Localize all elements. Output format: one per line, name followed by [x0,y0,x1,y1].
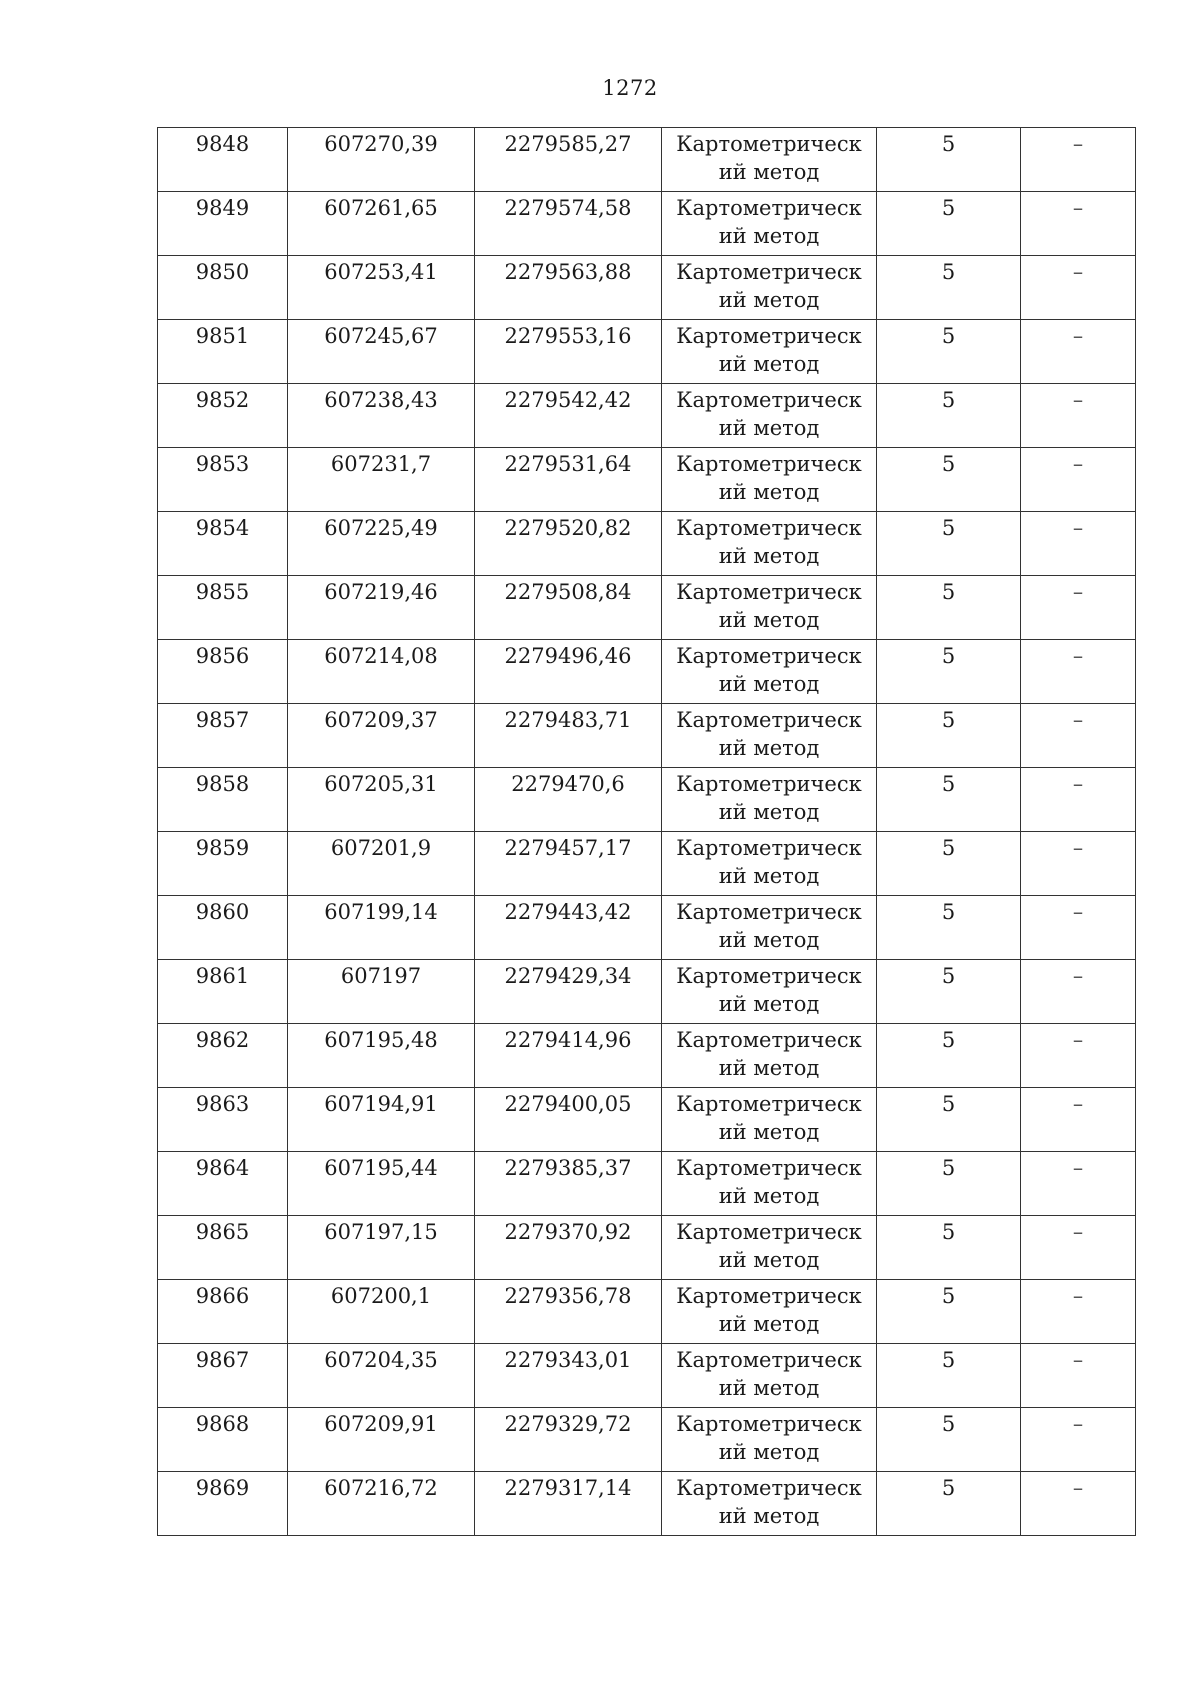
x-coordinate-cell-text: 607245,67 [324,324,438,348]
method-cell-text: Картометрический метод [676,644,862,696]
x-coordinate-cell [288,960,475,1024]
note-cell-text: – [1072,388,1084,412]
point-number-cell [158,576,288,640]
x-coordinate-cell-text: 607270,39 [324,132,438,156]
point-number-cell [158,1152,288,1216]
point-number-cell-text: 9852 [195,388,250,412]
y-coordinate-cell-text: 2279457,17 [504,836,632,860]
table-row [158,384,1136,448]
x-coordinate-cell [288,1472,475,1536]
note-cell-text: – [1072,1156,1084,1180]
y-coordinate-cell-text: 2279496,46 [504,644,632,668]
y-coordinate-cell [475,1280,662,1344]
method-cell [662,576,877,640]
y-coordinate-cell [475,768,662,832]
y-coordinate-cell-text: 2279343,01 [504,1348,632,1372]
point-number-cell-text: 9855 [195,580,250,604]
x-coordinate-cell-text: 607231,7 [330,452,432,476]
accuracy-cell-text: 5 [941,1220,956,1244]
y-coordinate-cell-text: 2279585,27 [504,132,632,156]
note-cell [1021,320,1136,384]
y-coordinate-cell-text: 2279508,84 [504,580,632,604]
accuracy-cell [877,832,1021,896]
x-coordinate-cell [288,1280,475,1344]
note-cell-text: – [1072,1220,1084,1244]
x-coordinate-cell [288,576,475,640]
x-coordinate-cell [288,640,475,704]
x-coordinate-cell [288,512,475,576]
table-row [158,576,1136,640]
method-cell [662,768,877,832]
accuracy-cell-text: 5 [941,900,956,924]
accuracy-cell [877,320,1021,384]
note-cell-text: – [1072,1476,1084,1500]
y-coordinate-cell-text: 2279317,14 [504,1476,632,1500]
coordinates-table [157,127,1136,1536]
method-cell [662,256,877,320]
x-coordinate-cell-text: 607195,48 [324,1028,438,1052]
method-cell-text: Картометрический метод [676,900,862,952]
point-number-cell [158,1280,288,1344]
y-coordinate-cell-text: 2279542,42 [504,388,632,412]
point-number-cell-text: 9849 [195,196,250,220]
note-cell [1021,832,1136,896]
table-row [158,512,1136,576]
x-coordinate-cell [288,832,475,896]
y-coordinate-cell-text: 2279483,71 [504,708,632,732]
point-number-cell [158,768,288,832]
method-cell-text: Картометрический метод [676,708,862,760]
point-number-cell [158,960,288,1024]
y-coordinate-cell [475,512,662,576]
x-coordinate-cell-text: 607214,08 [324,644,438,668]
table-row [158,320,1136,384]
x-coordinate-cell-text: 607197 [340,964,422,988]
point-number-cell-text: 9848 [195,132,250,156]
note-cell-text: – [1072,644,1084,668]
accuracy-cell-text: 5 [941,580,956,604]
y-coordinate-cell [475,576,662,640]
point-number-cell [158,128,288,192]
x-coordinate-cell [288,1344,475,1408]
point-number-cell [158,512,288,576]
accuracy-cell [877,1280,1021,1344]
table-row [158,128,1136,192]
table-row [158,1152,1136,1216]
accuracy-cell-text: 5 [941,772,956,796]
note-cell-text: – [1072,1348,1084,1372]
x-coordinate-cell [288,896,475,960]
table-row [158,448,1136,512]
method-cell [662,128,877,192]
y-coordinate-cell [475,1408,662,1472]
accuracy-cell-text: 5 [941,132,956,156]
point-number-cell [158,704,288,768]
note-cell [1021,192,1136,256]
table-row [158,256,1136,320]
point-number-cell [158,384,288,448]
y-coordinate-cell-text: 2279429,34 [504,964,632,988]
note-cell [1021,960,1136,1024]
y-coordinate-cell [475,320,662,384]
method-cell [662,1216,877,1280]
accuracy-cell-text: 5 [941,1156,956,1180]
y-coordinate-cell-text: 2279531,64 [504,452,632,476]
x-coordinate-cell-text: 607195,44 [324,1156,438,1180]
method-cell [662,960,877,1024]
page-number: 1272 [602,76,658,100]
method-cell [662,384,877,448]
x-coordinate-cell-text: 607209,91 [324,1412,438,1436]
accuracy-cell-text: 5 [941,516,956,540]
method-cell-text: Картометрический метод [676,1348,862,1400]
y-coordinate-cell [475,704,662,768]
accuracy-cell [877,1088,1021,1152]
y-coordinate-cell-text: 2279553,16 [504,324,632,348]
point-number-cell [158,1024,288,1088]
method-cell-text: Картометрический метод [676,1028,862,1080]
accuracy-cell-text: 5 [941,196,956,220]
x-coordinate-cell-text: 607238,43 [324,388,438,412]
x-coordinate-cell [288,704,475,768]
point-number-cell [158,1408,288,1472]
method-cell-text: Картометрический метод [676,388,862,440]
accuracy-cell [877,1216,1021,1280]
note-cell-text: – [1072,132,1084,156]
accuracy-cell [877,192,1021,256]
note-cell [1021,576,1136,640]
note-cell [1021,704,1136,768]
point-number-cell [158,320,288,384]
note-cell [1021,128,1136,192]
method-cell [662,832,877,896]
accuracy-cell-text: 5 [941,452,956,476]
y-coordinate-cell [475,1344,662,1408]
point-number-cell [158,640,288,704]
x-coordinate-cell [288,1024,475,1088]
point-number-cell-text: 9864 [195,1156,250,1180]
table-row [158,1408,1136,1472]
accuracy-cell-text: 5 [941,1476,956,1500]
x-coordinate-cell-text: 607205,31 [324,772,438,796]
accuracy-cell [877,384,1021,448]
point-number-cell [158,1216,288,1280]
method-cell [662,640,877,704]
table-row [158,768,1136,832]
method-cell [662,320,877,384]
y-coordinate-cell [475,1024,662,1088]
accuracy-cell-text: 5 [941,708,956,732]
x-coordinate-cell [288,192,475,256]
y-coordinate-cell [475,832,662,896]
method-cell [662,192,877,256]
accuracy-cell-text: 5 [941,1412,956,1436]
y-coordinate-cell [475,896,662,960]
table-row [158,192,1136,256]
y-coordinate-cell [475,1088,662,1152]
note-cell-text: – [1072,196,1084,220]
y-coordinate-cell [475,640,662,704]
y-coordinate-cell [475,960,662,1024]
method-cell-text: Картометрический метод [676,132,862,184]
y-coordinate-cell [475,1152,662,1216]
x-coordinate-cell-text: 607204,35 [324,1348,438,1372]
note-cell-text: – [1072,516,1084,540]
y-coordinate-cell-text: 2279574,58 [504,196,632,220]
x-coordinate-cell [288,1088,475,1152]
note-cell [1021,1472,1136,1536]
table-row [158,704,1136,768]
note-cell [1021,384,1136,448]
accuracy-cell [877,704,1021,768]
accuracy-cell [877,1344,1021,1408]
point-number-cell-text: 9866 [195,1284,250,1308]
note-cell [1021,1152,1136,1216]
note-cell-text: – [1072,1028,1084,1052]
x-coordinate-cell-text: 607197,15 [324,1220,438,1244]
method-cell-text: Картометрический метод [676,836,862,888]
y-coordinate-cell-text: 2279356,78 [504,1284,632,1308]
method-cell-text: Картометрический метод [676,196,862,248]
y-coordinate-cell [475,1216,662,1280]
note-cell [1021,896,1136,960]
method-cell [662,896,877,960]
point-number-cell-text: 9862 [195,1028,250,1052]
method-cell-text: Картометрический метод [676,772,862,824]
method-cell-text: Картометрический метод [676,580,862,632]
note-cell-text: – [1072,1092,1084,1116]
accuracy-cell-text: 5 [941,1028,956,1052]
point-number-cell-text: 9863 [195,1092,250,1116]
y-coordinate-cell [475,384,662,448]
method-cell-text: Картометрический метод [676,452,862,504]
coordinates-table-body [158,128,1136,1536]
note-cell [1021,1024,1136,1088]
accuracy-cell-text: 5 [941,324,956,348]
x-coordinate-cell-text: 607216,72 [324,1476,438,1500]
accuracy-cell [877,1024,1021,1088]
table-row [158,1280,1136,1344]
note-cell-text: – [1072,836,1084,860]
method-cell-text: Картометрический метод [676,516,862,568]
method-cell [662,704,877,768]
point-number-cell [158,896,288,960]
point-number-cell-text: 9851 [195,324,250,348]
point-number-cell [158,448,288,512]
y-coordinate-cell-text: 2279370,92 [504,1220,632,1244]
y-coordinate-cell-text: 2279520,82 [504,516,632,540]
note-cell-text: – [1072,260,1084,284]
table-row [158,1024,1136,1088]
method-cell-text: Картометрический метод [676,1284,862,1336]
x-coordinate-cell [288,768,475,832]
accuracy-cell-text: 5 [941,836,956,860]
method-cell [662,1408,877,1472]
table-row [158,1344,1136,1408]
x-coordinate-cell-text: 607261,65 [324,196,438,220]
note-cell [1021,512,1136,576]
accuracy-cell [877,1152,1021,1216]
x-coordinate-cell-text: 607209,37 [324,708,438,732]
accuracy-cell-text: 5 [941,260,956,284]
method-cell [662,1280,877,1344]
y-coordinate-cell [475,192,662,256]
x-coordinate-cell [288,1152,475,1216]
y-coordinate-cell [475,256,662,320]
x-coordinate-cell [288,256,475,320]
y-coordinate-cell-text: 2279385,37 [504,1156,632,1180]
point-number-cell [158,1344,288,1408]
method-cell-text: Картометрический метод [676,1156,862,1208]
note-cell-text: – [1072,900,1084,924]
y-coordinate-cell-text: 2279414,96 [504,1028,632,1052]
note-cell [1021,1344,1136,1408]
x-coordinate-cell-text: 607225,49 [324,516,438,540]
x-coordinate-cell [288,384,475,448]
note-cell [1021,256,1136,320]
y-coordinate-cell-text: 2279470,6 [511,772,625,796]
y-coordinate-cell-text: 2279563,88 [504,260,632,284]
method-cell [662,1472,877,1536]
point-number-cell-text: 9856 [195,644,250,668]
x-coordinate-cell [288,1216,475,1280]
point-number-cell-text: 9865 [195,1220,250,1244]
y-coordinate-cell-text: 2279400,05 [504,1092,632,1116]
accuracy-cell [877,128,1021,192]
y-coordinate-cell-text: 2279329,72 [504,1412,632,1436]
method-cell-text: Картометрический метод [676,1092,862,1144]
point-number-cell [158,1472,288,1536]
x-coordinate-cell-text: 607199,14 [324,900,438,924]
table-row [158,1472,1136,1536]
note-cell [1021,768,1136,832]
point-number-cell-text: 9859 [195,836,250,860]
y-coordinate-cell [475,1472,662,1536]
method-cell [662,1024,877,1088]
method-cell [662,1088,877,1152]
point-number-cell-text: 9850 [195,260,250,284]
method-cell-text: Картометрический метод [676,964,862,1016]
note-cell-text: – [1072,708,1084,732]
point-number-cell-text: 9853 [195,452,250,476]
x-coordinate-cell-text: 607219,46 [324,580,438,604]
accuracy-cell [877,768,1021,832]
note-cell-text: – [1072,452,1084,476]
note-cell-text: – [1072,1412,1084,1436]
note-cell-text: – [1072,964,1084,988]
accuracy-cell-text: 5 [941,964,956,988]
note-cell-text: – [1072,772,1084,796]
method-cell-text: Картометрический метод [676,1220,862,1272]
method-cell-text: Картометрический метод [676,1476,862,1528]
accuracy-cell [877,960,1021,1024]
method-cell [662,1344,877,1408]
point-number-cell-text: 9867 [195,1348,250,1372]
y-coordinate-cell [475,128,662,192]
point-number-cell-text: 9861 [195,964,250,988]
point-number-cell-text: 9857 [195,708,250,732]
note-cell-text: – [1072,324,1084,348]
x-coordinate-cell-text: 607201,9 [330,836,432,860]
point-number-cell-text: 9854 [195,516,250,540]
y-coordinate-cell [475,448,662,512]
table-row [158,1216,1136,1280]
point-number-cell-text: 9858 [195,772,250,796]
table-row [158,896,1136,960]
accuracy-cell [877,1408,1021,1472]
accuracy-cell-text: 5 [941,1092,956,1116]
point-number-cell-text: 9868 [195,1412,250,1436]
point-number-cell [158,192,288,256]
note-cell [1021,1088,1136,1152]
accuracy-cell-text: 5 [941,1284,956,1308]
point-number-cell-text: 9860 [195,900,250,924]
method-cell [662,512,877,576]
accuracy-cell [877,1472,1021,1536]
x-coordinate-cell [288,128,475,192]
note-cell [1021,1280,1136,1344]
point-number-cell-text: 9869 [195,1476,250,1500]
table-row [158,1088,1136,1152]
x-coordinate-cell [288,448,475,512]
y-coordinate-cell-text: 2279443,42 [504,900,632,924]
point-number-cell [158,256,288,320]
method-cell-text: Картометрический метод [676,324,862,376]
x-coordinate-cell-text: 607253,41 [324,260,438,284]
accuracy-cell [877,512,1021,576]
point-number-cell [158,832,288,896]
accuracy-cell [877,896,1021,960]
note-cell [1021,640,1136,704]
method-cell [662,448,877,512]
accuracy-cell [877,640,1021,704]
note-cell [1021,1408,1136,1472]
accuracy-cell-text: 5 [941,644,956,668]
x-coordinate-cell [288,1408,475,1472]
accuracy-cell [877,448,1021,512]
accuracy-cell [877,256,1021,320]
method-cell [662,1152,877,1216]
accuracy-cell-text: 5 [941,388,956,412]
accuracy-cell-text: 5 [941,1348,956,1372]
note-cell-text: – [1072,580,1084,604]
x-coordinate-cell-text: 607194,91 [324,1092,438,1116]
method-cell-text: Картометрический метод [676,1412,862,1464]
x-coordinate-cell [288,320,475,384]
note-cell-text: – [1072,1284,1084,1308]
table-row [158,640,1136,704]
accuracy-cell [877,576,1021,640]
x-coordinate-cell-text: 607200,1 [330,1284,432,1308]
table-row [158,960,1136,1024]
table-row [158,832,1136,896]
method-cell-text: Картометрический метод [676,260,862,312]
note-cell [1021,448,1136,512]
point-number-cell [158,1088,288,1152]
note-cell [1021,1216,1136,1280]
